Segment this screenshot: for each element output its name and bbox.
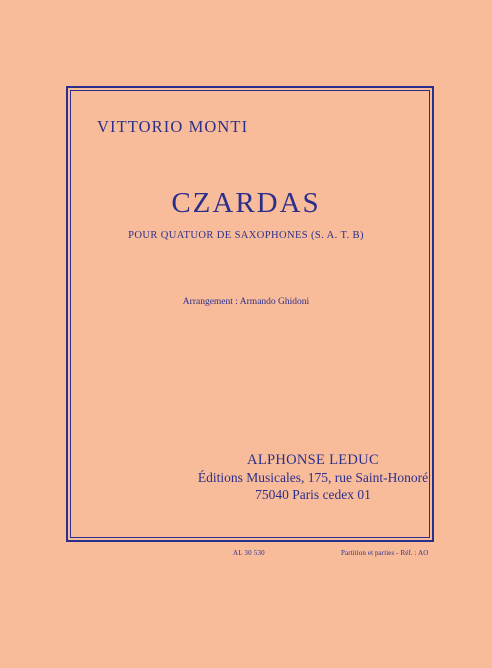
publisher-address-line2: 75040 Paris cedex 01: [255, 487, 371, 502]
publisher-block: [195, 452, 431, 503]
work-title: CZARDAS: [171, 187, 321, 219]
edition-reference: Partition et parties - Réf. : AO: [341, 549, 429, 557]
publisher-name: ALPHONSE LEDUC: [247, 452, 379, 468]
catalog-number: AL 30 530: [233, 549, 265, 557]
publisher-address-line1: Éditions Musicales, 175, rue Saint-Honoré: [197, 470, 429, 485]
arranger-credit: Arrangement : Armando Ghidoni: [182, 297, 310, 307]
work-subtitle: POUR QUATUOR DE SAXOPHONES (S. A. T. B): [128, 230, 364, 241]
composer-name: VITTORIO MONTI: [97, 117, 249, 136]
